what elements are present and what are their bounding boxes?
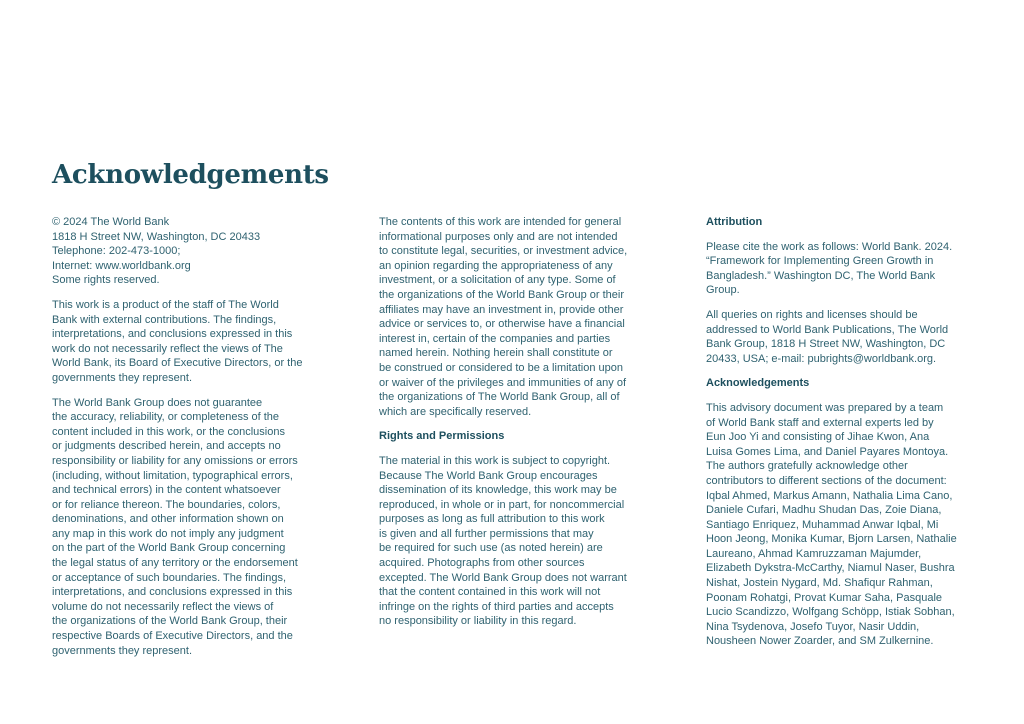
attribution-heading: Attribution [706,216,763,228]
column-copyright [52,215,324,668]
acknowledgements-paragraph: This advisory document was prepared by a team of World Bank staff and external experts led by Eun Joo Yi and consisting of Jihae Kwon, Ana Luisa Gomes Lima, and Daniel Payares Montoya. The authors gratefully acknowledge other contributors to different sections of the document: Iqbal Ahmed, Markus Amann, Nathalia Lima Cano, Daniele Cufari, Madhu Shudan Das, Zoie Diana, Santiago Enriquez, Muhammad Anwar Iqbal, Mi Hoon Jeong, Monika Kumar, Bjorn Larsen, Nathalie Laureano, Ahmad Kamruzzaman Majumder, Elizabeth Dykstra-McCarthy, Niamul Naser, Bushra Nishat, Jostein Nygard, Md. Shafiqur Rahman, Poonam Rohatgi, Provat Kumar Saha, Pasquale Lucio Scandizzo, Wolfgang Schöpp, Istiak Sobhan, Nina Tsydenova, Josefo Tuyor, Nasir Uddin, Nousheen Nower Zoarder, and SM Zulkernine. [706,401,957,648]
citation-paragraph: Please cite the work as follows: World Bank. 2024. “Framework for Implementing Green Growth in Bangladesh.” Washington DC, The World Bank Group. [706,240,953,297]
column-attribution [706,215,978,659]
general-purpose-paragraph: The contents of this work are intended for general informational purposes only and are not intended to constitute legal, securities, or investment advice, an opinion regarding the appropriateness of any investment, or a solicitation of any type. Some of the organizations of the World Bank Group or their affiliates may have an investment in, provide other advice or services to, or otherwise have a financial interest in, certain of the companies and parties named herein. Nothing herein shall constitute or be construed or considered to be a limitation upon or waiver of the privileges and immunities of any of the organizations of The World Bank Group, all of which are specifically reserved. [379,216,628,418]
acknowledgements-heading: Acknowledgements [706,377,810,390]
copyright-address: © 2024 The World Bank 1818 H Street NW, Washington, DC 20433 Telephone: 202-473-1000; Internet: www.worldbank.org Some rights reserved. [52,216,261,287]
rights-permissions-paragraph: The material in this work is subject to copyright. Because The World Bank Group encourages dissemination of its knowledge, this work may be reproduced, in whole or in part, for noncommercial purposes as long as full attribution to this work is given and all further permissions that may be required for such use (as noted herein) are acquired. Photographs from other sources excepted. The World Bank Group does not warrant that the content contained in this work will not infringe on the rights of third parties and accepts no responsibility or liability in this regard. [379,454,627,628]
rights-permissions-heading: Rights and Permissions [379,430,505,443]
column-rights [379,215,651,639]
staff-product-paragraph: This work is a product of the staff of The World Bank with external contributions. The findings, interpretations, and conclusions expressed in this work do not necessarily reflect the views of The World Bank, its Board of Executive Directors, or the governments they represent. [52,298,303,384]
page-title: Acknowledgements [52,160,329,190]
queries-paragraph: All queries on rights and licenses should be addressed to World Bank Publications, The World Bank Group, 1818 H Street NW, Washington, DC 20433, USA; e-mail: pubrights@worldbank.org. [706,308,949,365]
disclaimer-paragraph: The World Bank Group does not guarantee the accuracy, reliability, or completeness of the content included in this work, or the conclusions or judgments described herein, and accepts no responsibility or liability for any omissions or errors (including, without limitation, typographical errors, and technical errors) in the content whatsoever or for reliance thereon. The boundaries, colors, denominations, and other information shown on any map in this work do not imply any judgment on the part of the World Bank Group concerning the legal status of any territory or the endorsement or acceptance of such boundaries. The findings, interpretations, and conclusions expressed in this volume do not necessarily reflect the views of the organizations of the World Bank Group, their respective Boards of Executive Directors, and the governments they represent. [52,396,298,657]
